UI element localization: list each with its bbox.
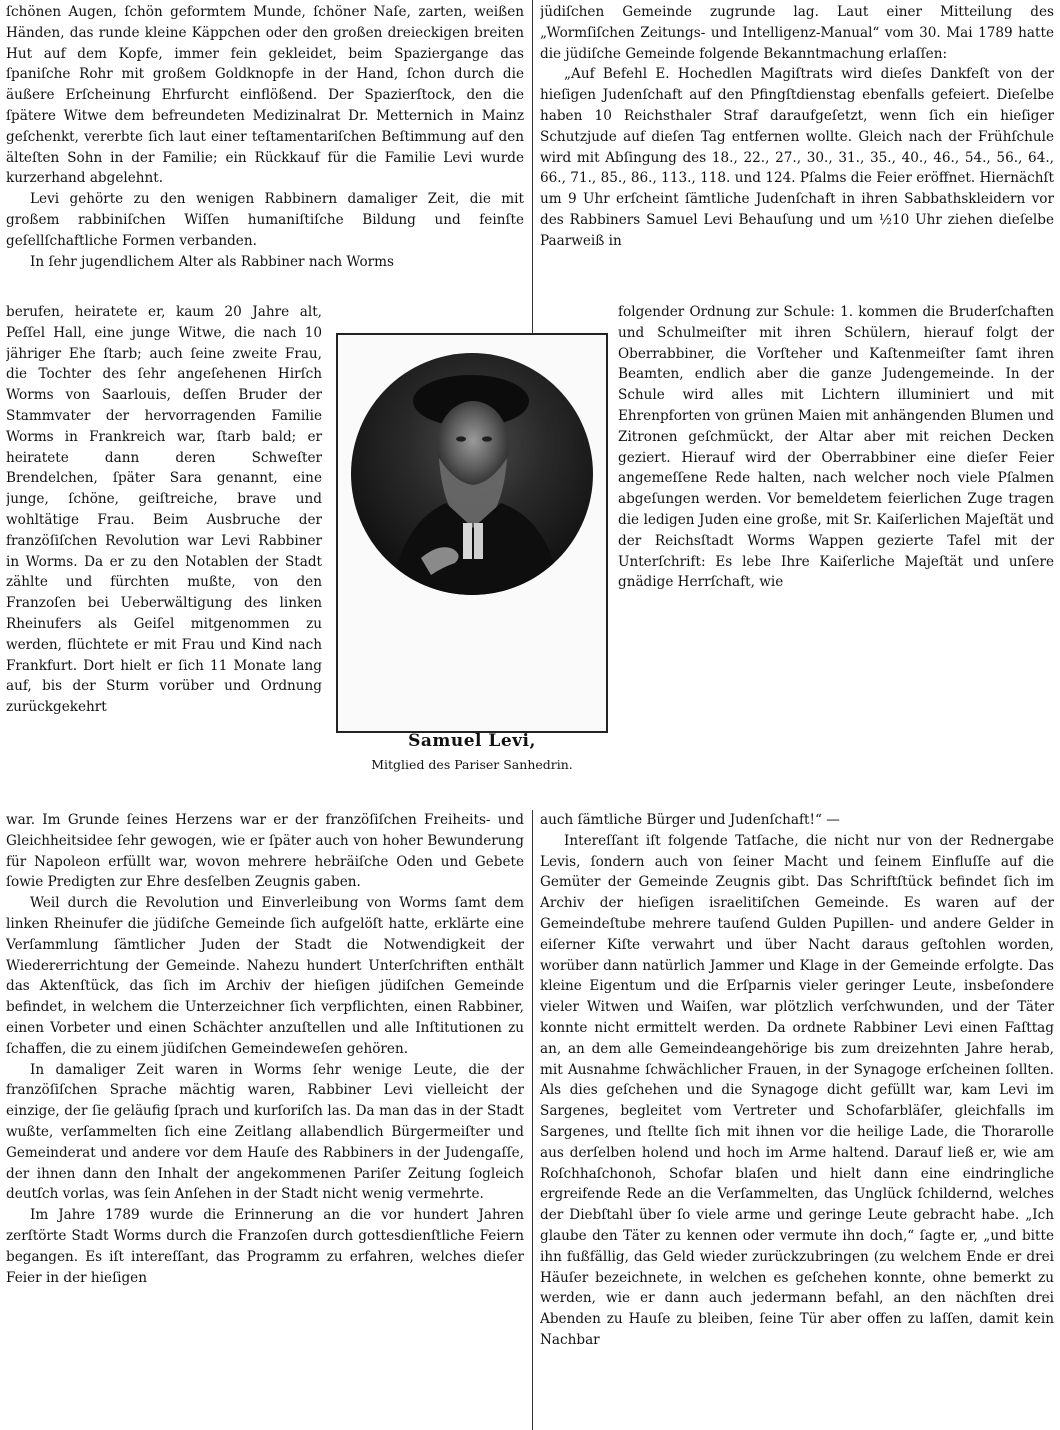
portrait-illustration xyxy=(351,353,593,595)
paragraph: jüdiſchen Gemeinde zugrunde lag. Laut einer Mitteilung des „Wormſiſchen Zeitungs- und Intelligenz-Manual“ vom 30. Mai 1789 hatte die jüdiſche Gemeinde folgende Bekanntmachung erlaſſen: xyxy=(540,4,1054,62)
portrait-image xyxy=(351,353,593,595)
column-divider xyxy=(532,810,533,1430)
paragraph: In damaliger Zeit waren in Worms ſehr wenige Leute, die der franzöſiſchen Sprache mächtig waren, Rabbiner Levi vielleicht der einzige, der ſie geläufig ſprach und kurſoriſch las. Da man das in der Stadt wußte, verſammelten ſich eine Zeitlang allabendlich Bürgermeiſter und Gemeinderat und andere vor dem Hauſe des Rabbiners in der Judengaſſe, der ihnen dann den Inhalt der angekommenen Pariſer Zeitung ſogleich deutſch vorlas, was ſein Anſehen in der Stadt nicht wenig vermehrte. xyxy=(6,1061,524,1203)
left-column-narrow xyxy=(6,302,322,810)
paragraph: Weil durch die Revolution und Einverleibung von Worms ſamt dem linken Rheinufer die jüdiſche Gemeinde ſich aufgelöſt hatte, erklärte eine Verſammlung ſämtlicher Juden der Stadt die Notwendigkeit der Wiedererrichtung der Gemeinde. Nahezu hundert Unterſchriften enthält das Aktenſtück, das ſich im Archiv der hieſigen jüdiſchen Gemeinde befindet, in welchem die Unterzeichner ſich verpflichten, einen Rabbiner, einen Vorbeter und einen Schächter anzuſtellen und alle Inſtitutionen zu ſchaffen, die zu einem jüdiſchen Gemeindeweſen gehören. xyxy=(6,895,524,1057)
paragraph: berufen, heiratete er, kaum 20 Jahre alt, Peſſel Hall, eine junge Witwe, die nach 10 jähriger Ehe ſtarb; auch ſeine zweite Frau, die Tochter des ſehr angeſehenen Hirſch Worms von Saarlouis, deſſen Bruder der Stammvater der hervorragenden Familie Worms in Frankreich war, ſtarb bald; er heiratete dann deren Schweſter Brendelchen, ſpäter Sara genannt, eine junge, ſchöne, geiſtreiche, brave und wohltätige Frau. Beim Ausbruche der franzöſiſchen Revolution war Levi Rabbiner in Worms. Da er zu den Notablen der Stadt zählte und fürchten mußte, von den Franzoſen bei Ueberwältigung des linken Rheinufers als Geiſel mitgenommen zu werden, flüchtete er mit Frau und Kind nach Frankfurt. Dort hielt er ſich 11 Monate lang auf, bis der Sturm vorüber und Ordnung zurückgekehrt xyxy=(6,304,322,716)
right-column-top xyxy=(540,2,1054,302)
portrait-figure xyxy=(336,333,608,772)
paragraph: auch ſämtliche Bürger und Judenſchaft!“ — xyxy=(540,812,840,828)
caption-role: Mitglied des Pariser Sanhedrin. xyxy=(371,757,573,772)
right-column-narrow xyxy=(618,302,1054,810)
left-column-top xyxy=(6,2,524,302)
paragraph: Im Jahre 1789 wurde die Erinnerung an die vor hundert Jahren zerſtörte Stadt Worms durch die Franzoſen durch gottesdienſtliche Feiern begangen. Es iſt intereſſant, das Programm zu erfahren, welches dieſer Feier in der hieſigen xyxy=(6,1207,524,1286)
caption-name: Samuel Levi, xyxy=(408,731,536,751)
paragraph: war. Im Grunde ſeines Herzens war er der franzöſiſchen Freiheits- und Gleichheitsidee ſehr gewogen, wie er ſpäter auch von hoher Bewunderung für Napoleon erfüllt war, wovon mehrere hebräiſche Oden und Gebete ſowie Predigten zur Ehre desſelben Zeugnis gaben. xyxy=(6,812,524,891)
paragraph: In ſehr jugendlichem Alter als Rabbiner nach Worms xyxy=(30,253,394,270)
paragraph: folgender Ordnung zur Schule: 1. kommen die Bruderſchaften und Schulmeiſter mit ihren Schülern, hierauf folgt der Oberrabbiner, die Vorſteher und Kaſtenmeiſter ſamt ihren Beamten, endlich aber die ganze Judengemeinde. In der Schule wird alles mit Lichtern illuminiert und mit Ehrenpforten von grünen Maien mit anhängenden Blumen und Zitronen geſchmückt, der Altar aber mit reichen Decken geziert. Hierauf wird der Oberrabbiner eine dieſer Feier angemeſſene Rede halten, nach welcher noch viele Pſalmen abgeſungen werden. Vor bemeldetem feierlichen Zuge tragen die ledigen Juden eine große, mit Sr. Kaiſerlichen Majeſtät und der Reichsſtadt Worms Wappen gezierte Tafel mit der Unterſchrift: Es lebe Ihre Kaiſerliche Majeſtät und unſere gnädige Herrſchaft, wie xyxy=(618,304,1054,591)
right-column-bottom xyxy=(540,810,1054,1428)
paragraph: „Auf Befehl E. Hochedlen Magiſtrats wird dieſes Dankfeſt von der hieſigen Judenſchaft auf den Pfingſtdienstag ebenfalls gefeiert. Dieſelbe haben 10 Reichsthaler Straf daraufgeſetzt, wenn ſich ein hieſiger Schutzjude auf dieſen Tag entfernen wollte. Gleich nach der Frühſchule wird mit Abſingung des 18., 22., 27., 30., 31., 35., 40., 46., 54., 56., 64., 66., 71., 85., 86., 113., 118. und 124. Pſalms die Feier eröffnet. Hiernächſt um 9 Uhr erſcheint ſämtliche Judenſchaft in ihren Sabbathskleidern vor des Rabbiners Samuel Levi Behauſung und um ½10 Uhr ziehen dieſelbe Paarweiß in xyxy=(540,66,1054,249)
left-column-bottom xyxy=(6,810,524,1428)
paragraph: Levi gehörte zu den wenigen Rabbinern damaliger Zeit, die mit großem rabbiniſchen Wiſſen humaniſtiſche Bildung und feinſte geſellſchaftliche Formen verbanden. xyxy=(6,191,524,249)
paragraph: ſchönen Augen, ſchön geformtem Munde, ſchöner Naſe, zarten, weißen Händen, das runde kleine Käppchen oder den großen dreieckigen breiten Hut auf dem Kopfe, immer fein gekleidet, beim Spaziergange das ſpaniſche Rohr mit großem Goldknopfe in der Hand, ſchon durch die äußere Erſcheinung Ehrfurcht einflößend. Der Spazierſtock, den die ſpätere Witwe dem befreundeten Medizinalrat Dr. Metternich in Mainz geſchenkt, vererbte ſich laut einer teſtamentariſchen Beſtimmung auf den älteſten Sohn in der Familie; ein Rückkauf für die Familie Levi wurde kurzerhand abgelehnt. xyxy=(6,4,524,187)
column-divider xyxy=(532,0,533,333)
paragraph: Intereſſant iſt folgende Tatſache, die nicht nur von der Rednergabe Levis, ſondern auch von ſeiner Macht und ſeinem Einfluſſe auf die Gemüter der Gemeinde Zeugnis gibt. Das Schriftſtück befindet ſich im Archiv der hieſigen israelitiſchen Gemeinde. Es waren auf der Gemeindeſtube mehrere tauſend Gulden Pupillen- und andere Gelder in eiſerner Kiſte verwahrt und über Nacht daraus geſtohlen worden, worüber dann natürlich Jammer und Klage in der Gemeinde erfolgte. Das kleine Eigentum und die Erſparnis vieler geringer Leute, insbeſondere vieler Witwen und Waiſen, war plötzlich verſchwunden, und der Täter konnte nicht ermittelt werden. Da ordnete Rabbiner Levi einen Faſttag an, an dem alle Gemeindeangehörige bis zum dreizehnten Jahre herab, mit Ausnahme ſchwächlicher Frauen, in der Synagoge erſcheinen ſollten. Als dies geſchehen und die Synagoge dicht gefüllt war, kam Levi im Sargenes, begleitet vom Vertreter und Schofarbläſer, gleichfalls im Sargenes, und ſtellte ſich mit ihnen vor die heilige Lade, die Thorarolle aus derſelben holend und hoch im Arme haltend. Darauf ließ er, wie am Roſchhaſchonoh, Schofar blaſen und hielt dann eine eindringliche ergreifende Rede an die Verſammelten, das Unglück ſchildernd, welches der Diebſtahl über ſo viele arme und geringe Leute gebracht habe. „Ich glaube den Täter zu kennen oder vermute ihn doch,“ ſagte er, „und bitte ihn fußfällig, das Geld wieder zurückzubringen (zu welchem Ende er drei Häuſer bezeichnete, in welchen es geſchehen konnte, ohne bemerkt zu werden, wie er dann auch jedermann befahl, an den nächſten drei Abenden zu Hauſe zu bleiben, ſeine Tür aber offen zu laſſen, damit kein Nachbar xyxy=(540,832,1054,1348)
